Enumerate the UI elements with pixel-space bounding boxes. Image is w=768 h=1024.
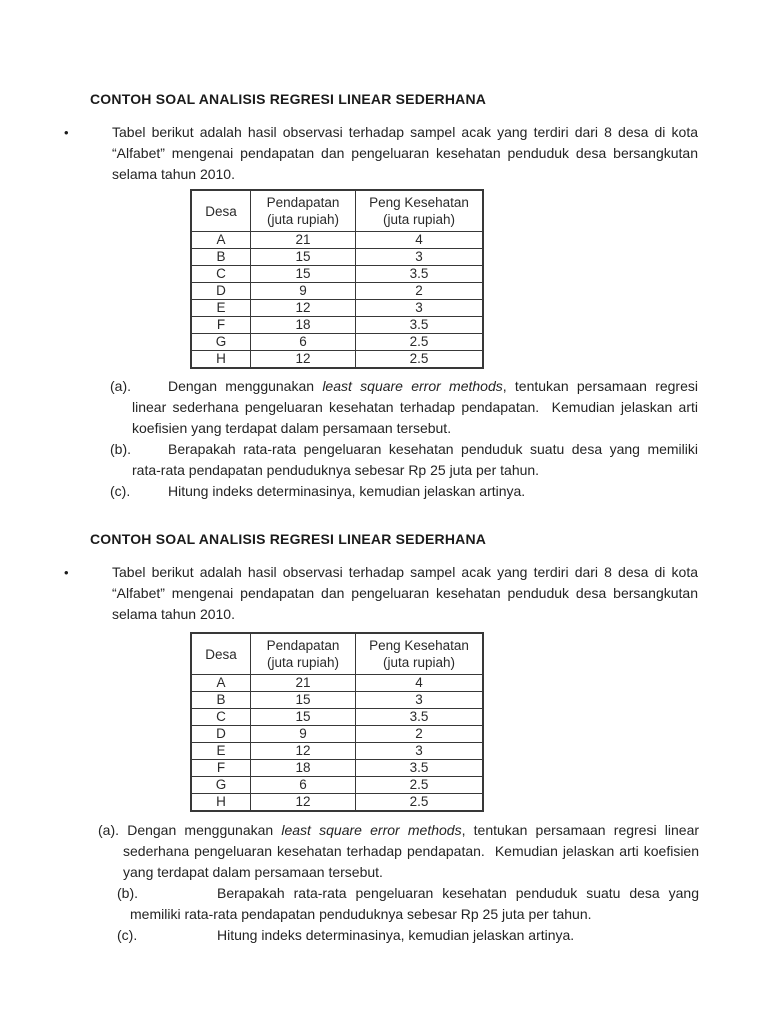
bullet-icon: • (64, 565, 69, 580)
table-row (191, 249, 483, 266)
cell-desa: H (191, 351, 251, 369)
header-line: (juta rupiah) (382, 655, 456, 670)
cell-peng-kesehatan: 3.5 (356, 709, 484, 726)
question-item-b (110, 439, 698, 481)
header-line: (juta rupiah) (266, 655, 340, 670)
cell-desa: A (191, 232, 251, 249)
table-row (191, 709, 483, 726)
cell-peng-kesehatan: 3 (356, 692, 484, 709)
cell-pendapatan: 21 (251, 675, 356, 692)
cell-desa: E (191, 743, 251, 760)
table-header-peng-kesehatan (356, 633, 484, 675)
cell-desa: F (191, 317, 251, 334)
section1-intro-text: Tabel berikut adalah hasil observasi terhadap sampel acak yang terdiri dari 8 desa di kota “Alfabet” mengenai pendapatan dan pengeluaran kesehatan penduduk desa bersangkutan selama tahun 2010. (112, 124, 698, 182)
cell-pendapatan: 12 (251, 351, 356, 369)
section2-heading: CONTOH SOAL ANALISIS REGRESI LINEAR SEDERHANA (90, 531, 487, 547)
table-row (191, 692, 483, 709)
cell-desa: B (191, 249, 251, 266)
question-item-a (110, 376, 698, 439)
question-label: (c). (110, 483, 131, 499)
section1-questions (110, 376, 698, 502)
cell-peng-kesehatan: 3 (356, 249, 484, 266)
table-header-desa: Desa (191, 190, 251, 232)
cell-desa: F (191, 760, 251, 777)
question-text: Hitung indeks determinasinya, kemudian jelaskan artinya. (168, 483, 526, 499)
question-text-italic: least square error methods (281, 822, 462, 838)
cell-pendapatan: 15 (251, 249, 356, 266)
question-label: (c). (117, 927, 138, 943)
cell-peng-kesehatan: 2.5 (356, 334, 484, 351)
question-item-c (110, 481, 698, 502)
header-line: Pendapatan (266, 195, 340, 210)
header-line: Pendapatan (266, 638, 340, 653)
question-text: Berapakah rata-rata pengeluaran kesehatan penduduk suatu desa yang memiliki rata-rata pendapatan penduduknya sebesar Rp 25 juta per tahun. (132, 441, 698, 478)
cell-peng-kesehatan: 3 (356, 743, 484, 760)
question-label: (b). (117, 885, 138, 901)
cell-desa: E (191, 300, 251, 317)
cell-peng-kesehatan: 2 (356, 283, 484, 300)
table-header-pendapatan (251, 633, 356, 675)
cell-peng-kesehatan: 3.5 (356, 760, 484, 777)
table-header-peng-kesehatan (356, 190, 484, 232)
cell-peng-kesehatan: 2.5 (356, 777, 484, 794)
header-line: (juta rupiah) (266, 212, 340, 227)
question-item-b (117, 883, 699, 925)
cell-pendapatan: 9 (251, 726, 356, 743)
cell-desa: A (191, 675, 251, 692)
table-row (191, 777, 483, 794)
cell-peng-kesehatan: 2.5 (356, 351, 484, 369)
table-row (191, 334, 483, 351)
table-row (191, 794, 483, 812)
cell-desa: D (191, 726, 251, 743)
table-row (191, 232, 483, 249)
cell-desa: D (191, 283, 251, 300)
cell-pendapatan: 12 (251, 794, 356, 812)
cell-peng-kesehatan: 3.5 (356, 266, 484, 283)
cell-pendapatan: 6 (251, 777, 356, 794)
section2-data-table (190, 632, 484, 812)
question-text: Hitung indeks determinasinya, kemudian jelaskan artinya. (217, 927, 575, 943)
table-header-pendapatan (251, 190, 356, 232)
cell-pendapatan: 6 (251, 334, 356, 351)
question-text: Dengan menggunakan (127, 822, 282, 838)
cell-desa: G (191, 777, 251, 794)
table-row (191, 266, 483, 283)
table-row (191, 760, 483, 777)
question-item-c (117, 925, 699, 946)
section2-questions (98, 820, 699, 946)
table-header-desa: Desa (191, 633, 251, 675)
question-label: (a). (110, 378, 131, 394)
question-text: Dengan menggunakan (168, 378, 323, 394)
question-text: Berapakah rata-rata pengeluaran kesehatan penduduk suatu desa yang memiliki rata-rata pendapatan penduduknya sebesar Rp 25 juta per tahun. (130, 885, 699, 922)
question-text: , tentukan persamaan regresi linear sederhana pengeluaran kesehatan terhadap pendapatan. Kemudian jelaskan arti koefisien yang terdapat dalam persamaan tersebut. (132, 378, 698, 436)
table-row (191, 675, 483, 692)
cell-pendapatan: 12 (251, 743, 356, 760)
question-label: (b). (110, 441, 131, 457)
section1-intro (64, 122, 698, 185)
header-line: Peng Kesehatan (369, 195, 469, 210)
cell-desa: C (191, 709, 251, 726)
table-header-row (191, 190, 483, 232)
cell-pendapatan: 21 (251, 232, 356, 249)
question-item-a (98, 820, 699, 883)
section2-intro-text: Tabel berikut adalah hasil observasi terhadap sampel acak yang terdiri dari 8 desa di kota “Alfabet” mengenai pendapatan dan pengeluaran kesehatan penduduk desa bersangkutan selama tahun 2010. (112, 564, 698, 622)
cell-peng-kesehatan: 4 (356, 675, 484, 692)
table-header-row (191, 633, 483, 675)
header-line: (juta rupiah) (382, 212, 456, 227)
section1-heading: CONTOH SOAL ANALISIS REGRESI LINEAR SEDERHANA (90, 91, 487, 107)
table-row (191, 351, 483, 369)
cell-peng-kesehatan: 2.5 (356, 794, 484, 812)
header-line: Peng Kesehatan (369, 638, 469, 653)
cell-pendapatan: 15 (251, 709, 356, 726)
cell-pendapatan: 15 (251, 266, 356, 283)
cell-pendapatan: 9 (251, 283, 356, 300)
table-row (191, 317, 483, 334)
cell-desa: G (191, 334, 251, 351)
table-row (191, 726, 483, 743)
question-label: (a). (98, 822, 119, 838)
cell-pendapatan: 15 (251, 692, 356, 709)
table-row (191, 283, 483, 300)
table-row (191, 743, 483, 760)
cell-pendapatan: 12 (251, 300, 356, 317)
cell-desa: H (191, 794, 251, 812)
question-text: , tentukan persamaan regresi linear sederhana pengeluaran kesehatan terhadap pendapatan. Kemudian jelaskan arti koefisien yang terdapat dalam persamaan tersebut. (123, 822, 700, 880)
question-text-italic: least square error methods (322, 378, 503, 394)
section1-data-table (190, 189, 484, 369)
cell-desa: B (191, 692, 251, 709)
cell-peng-kesehatan: 4 (356, 232, 484, 249)
section2-intro (64, 562, 698, 625)
cell-pendapatan: 18 (251, 760, 356, 777)
cell-peng-kesehatan: 2 (356, 726, 484, 743)
cell-pendapatan: 18 (251, 317, 356, 334)
bullet-icon: • (64, 125, 69, 140)
cell-peng-kesehatan: 3 (356, 300, 484, 317)
table-row (191, 300, 483, 317)
cell-peng-kesehatan: 3.5 (356, 317, 484, 334)
cell-desa: C (191, 266, 251, 283)
